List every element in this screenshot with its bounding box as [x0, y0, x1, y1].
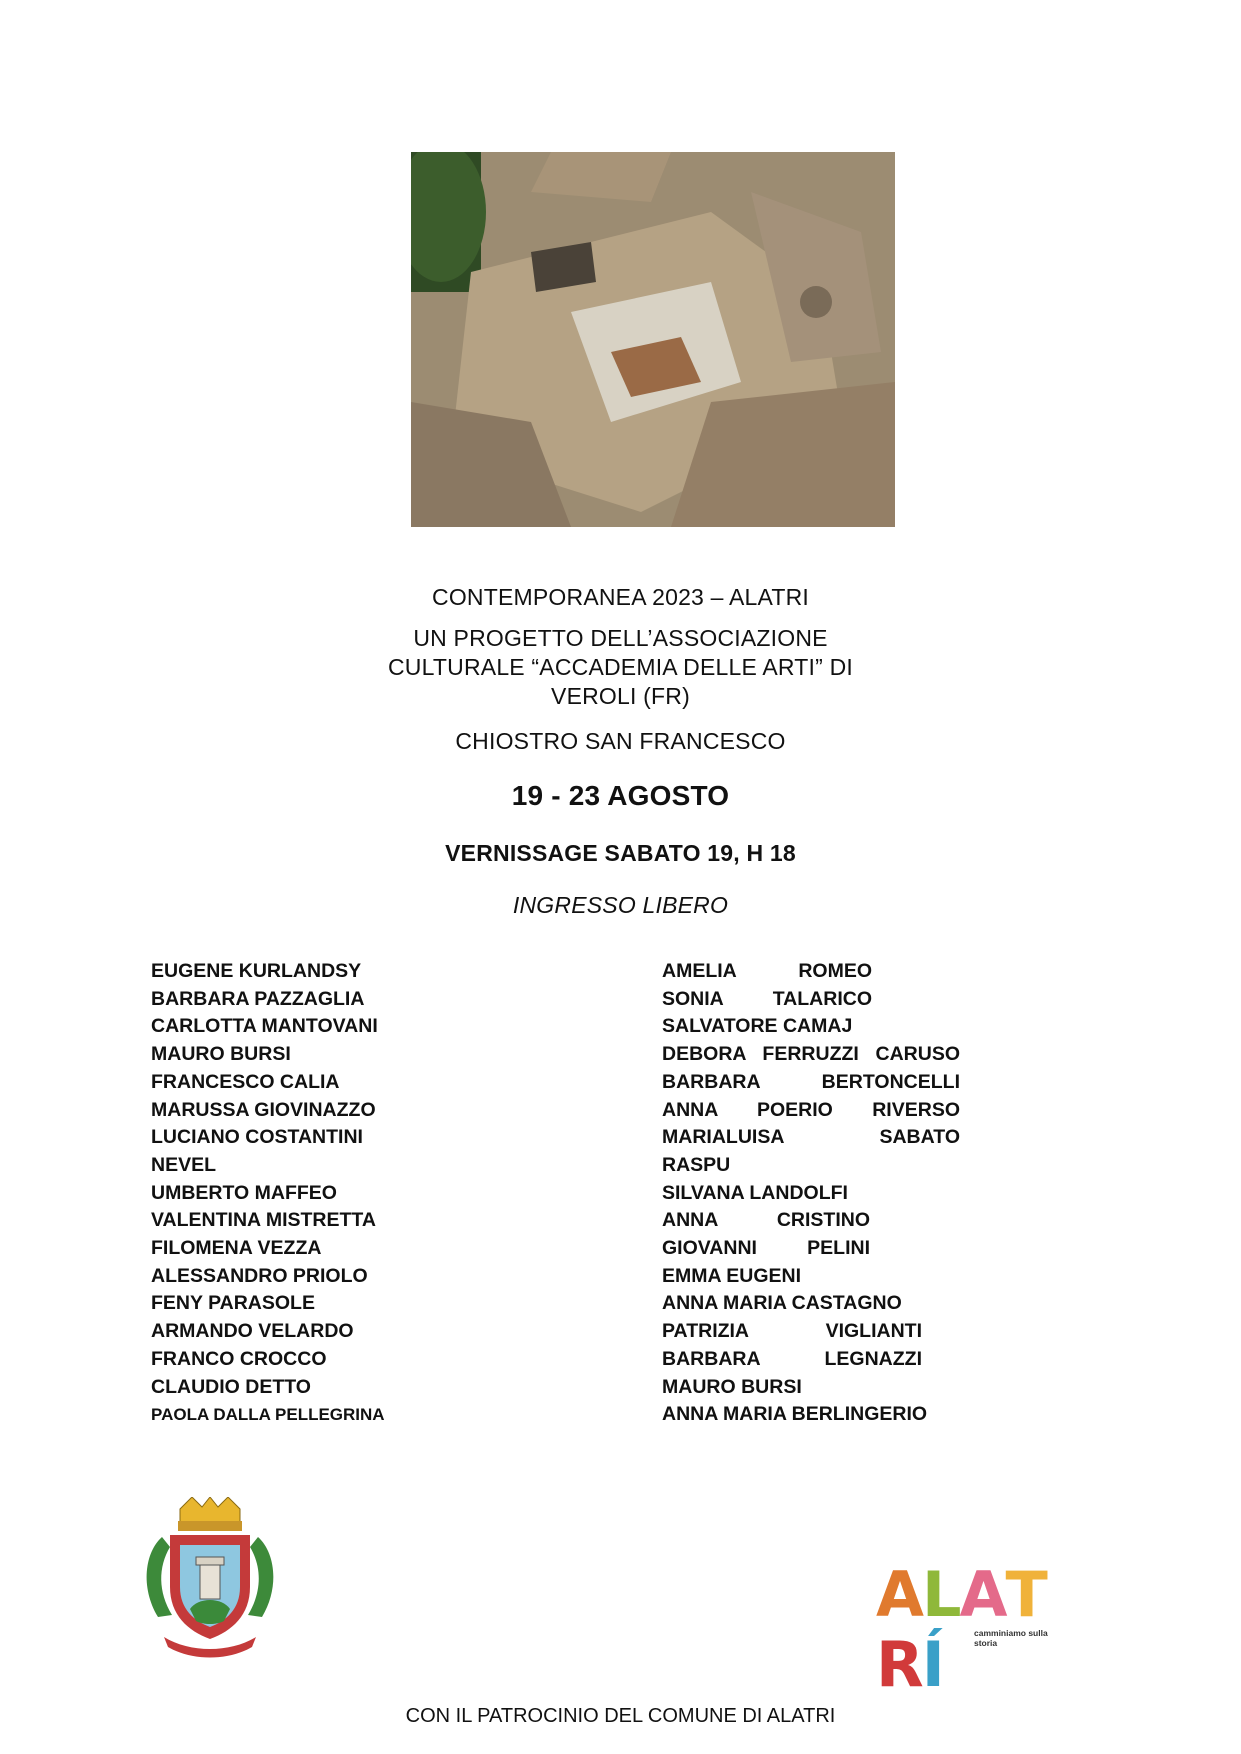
artist-name: SILVANA LANDOLFI: [662, 1181, 848, 1204]
artist-name: MAURO BURSI: [662, 1375, 802, 1398]
artist-name: ARMANDO VELARDO: [151, 1320, 354, 1343]
artist-name: BARBARA BERTONCELLI: [662, 1070, 960, 1093]
artist-name: FRANCESCO CALIA: [151, 1070, 340, 1093]
artist-name: MAURO BURSI: [151, 1043, 291, 1066]
artist-name: ANNA POERIO RIVERSO: [662, 1098, 960, 1121]
logo-tagline: camminiamo sulla storia: [974, 1628, 1048, 1648]
artist-name: FILOMENA VEZZA: [151, 1237, 322, 1260]
artists-list-left: [151, 958, 451, 1429]
venue: CHIOSTRO SAN FRANCESCO: [455, 728, 786, 754]
patronage-footer: CON IL PATROCINIO DEL COMUNE DI ALATRI: [405, 1705, 836, 1727]
artist-name: VALENTINA MISTRETTA: [151, 1209, 376, 1232]
alatri-logo: [876, 1558, 1066, 1701]
artist-name: MARIALUISA SABATO: [662, 1126, 960, 1149]
artist-name: ANNA CRISTINO: [662, 1209, 870, 1232]
artist-name: ANNA MARIA CASTAGNO: [662, 1292, 902, 1315]
artist-name: SONIA TALARICO: [662, 987, 872, 1010]
project-line: VEROLI (FR): [551, 683, 690, 709]
logo-letter: L: [921, 1558, 960, 1631]
entry-info: INGRESSO LIBERO: [512, 892, 729, 918]
vernissage-info: VERNISSAGE SABATO 19, H 18: [445, 840, 796, 866]
artist-name: DEBORA FERRUZZI CARUSO: [662, 1043, 960, 1066]
artist-name: PATRIZIA VIGLIANTI: [662, 1320, 922, 1343]
artist-name: LUCIANO COSTANTINI: [151, 1126, 363, 1149]
artist-name: FRANCO CROCCO: [151, 1347, 327, 1370]
artist-name: EMMA EUGENI: [662, 1264, 802, 1287]
artist-name: ALESSANDRO PRIOLO: [151, 1264, 368, 1287]
artist-name: NEVEL: [151, 1153, 217, 1176]
artist-name: MARUSSA GIOVINAZZO: [151, 1098, 376, 1121]
project-line: CULTURALE “ACCADEMIA DELLE ARTI” DI: [388, 654, 853, 680]
logo-letter: T: [1005, 1558, 1046, 1631]
project-description: [0, 624, 1241, 711]
logo-letter: A: [876, 1558, 922, 1631]
artist-name: GIOVANNI PELINI: [662, 1237, 870, 1260]
event-title: CONTEMPORANEA 2023 – ALATRI: [432, 584, 809, 610]
artist-name: EUGENE KURLANDSY: [151, 960, 362, 982]
artist-name: PAOLA DALLA PELLEGRINA: [151, 1405, 385, 1425]
logo-letter: R: [876, 1628, 922, 1701]
artist-name: SALVATORE CAMAJ: [662, 1015, 853, 1038]
logo-letter: Í: [921, 1628, 943, 1701]
artists-list-right: [662, 958, 960, 1429]
artist-name: ANNA MARIA BERLINGERIO: [662, 1403, 928, 1426]
artist-name: CARLOTTA MANTOVANI: [151, 1015, 378, 1038]
artist-name: FENY PARASOLE: [151, 1292, 315, 1315]
artist-name: BARBARA PAZZAGLIA: [151, 987, 365, 1010]
artist-name: CLAUDIO DETTO: [151, 1375, 311, 1398]
artist-name: UMBERTO MAFFEO: [151, 1181, 337, 1204]
artist-name: RASPU: [662, 1153, 731, 1176]
project-line: UN PROGETTO DELL’ASSOCIAZIONE: [413, 625, 828, 651]
municipal-coat-of-arms: [140, 1497, 280, 1661]
artist-name: BARBARA LEGNAZZI: [662, 1347, 922, 1370]
artist-name: AMELIA ROMEO: [662, 960, 872, 982]
cloister-aerial-photo: [411, 152, 895, 527]
logo-letter: A: [959, 1558, 1006, 1631]
event-dates: 19 - 23 AGOSTO: [511, 780, 730, 811]
